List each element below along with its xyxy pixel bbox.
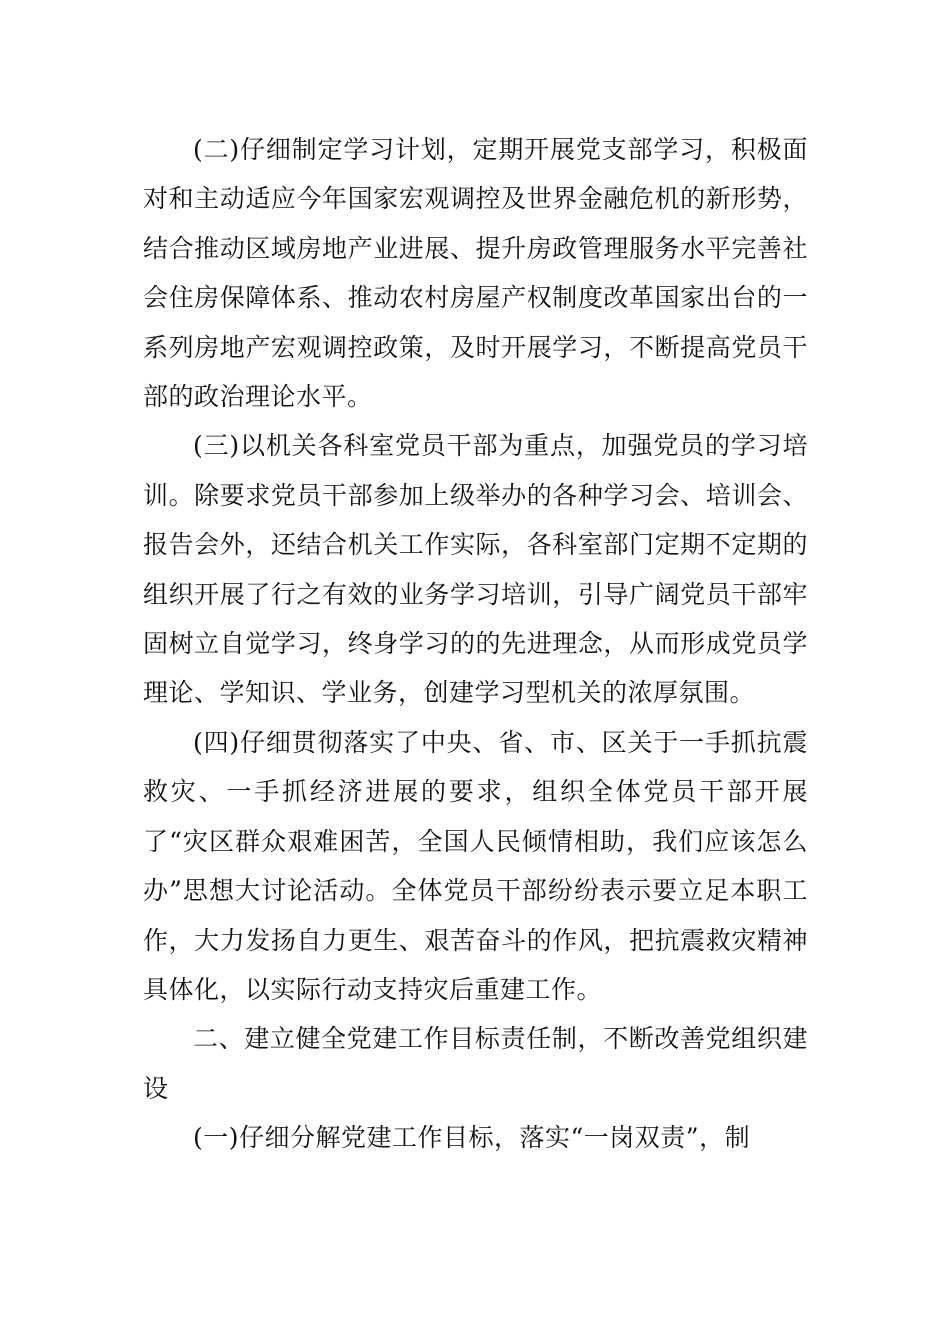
heading-section-2: 二、建立健全党建工作目标责任制，不断改善党组织建设	[143, 1024, 808, 1103]
document-body	[143, 125, 808, 1163]
paragraph-section-2-4: (四)仔细贯彻落实了中央、省、市、区关于一手抓抗震救灾、一手抓经济进展的要求，组织全体党员干部开展了“灾区群众艰难困苦，全国人民倾情相助，我们应该怎么办”思想大讨论活动。全体党员干部纷纷表示要立足本职工作，大力发扬自力更生、艰苦奋斗的作风，把抗震救灾精神具体化，以实际行动支持灾后重建工作。	[143, 727, 808, 1004]
paragraph-section-2-1: (一)仔细分解党建工作目标，落实“一岗双责”，制	[193, 1123, 751, 1153]
paragraph-section-2-3: (三)以机关各科室党员干部为重点，加强党员的学习培训。除要求党员干部参加上级举办的各种学习会、培训会、报告会外，还结合机关工作实际，各科室部门定期不定期的组织开展了行之有效的业务学习培训，引导广阔党员干部牢固树立自觉学习，终身学习的的先进理念，从而形成党员学理论、学知识、学业务，创建学习型机关的浓厚氛围。	[143, 431, 808, 708]
paragraph-section-2-2: (二)仔细制定学习计划，定期开展党支部学习，积极面对和主动适应今年国家宏观调控及世界金融危机的新形势，结合推动区域房地产业进展、提升房政管理服务水平完善社会住房保障体系、推动农村房屋产权制度改革国家出台的一系列房地产宏观调控政策，及时开展学习，不断提高党员干部的政治理论水平。	[143, 135, 808, 412]
